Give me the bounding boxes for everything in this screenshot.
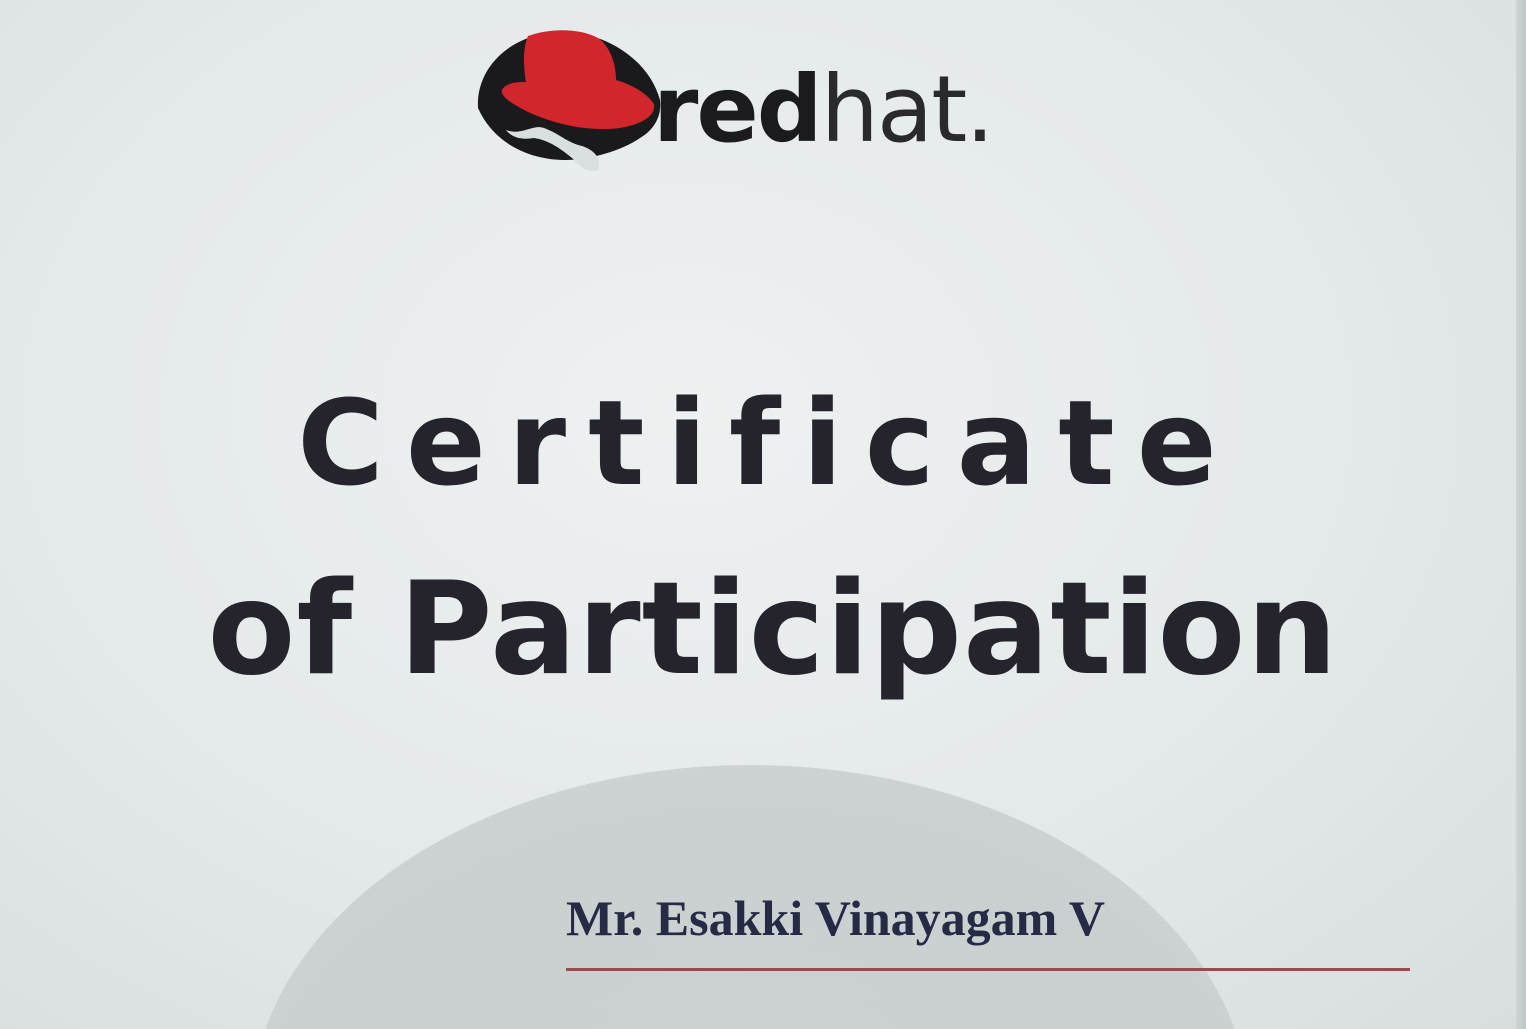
redhat-logo (470, 20, 1050, 180)
certificate-subtitle: of Participation (207, 555, 1339, 704)
red-hat-shadowman-icon (470, 20, 670, 180)
brand-wordmark-hat: hat. (820, 56, 993, 163)
brand-wordmark-red: red (653, 56, 821, 163)
recipient-name: Mr. Esakki Vinayagam V (566, 890, 1106, 946)
brand-wordmark (653, 56, 993, 163)
certificate-title: Certificate (297, 374, 1239, 512)
name-underline (566, 968, 1410, 971)
page-edge (1516, 0, 1526, 1029)
